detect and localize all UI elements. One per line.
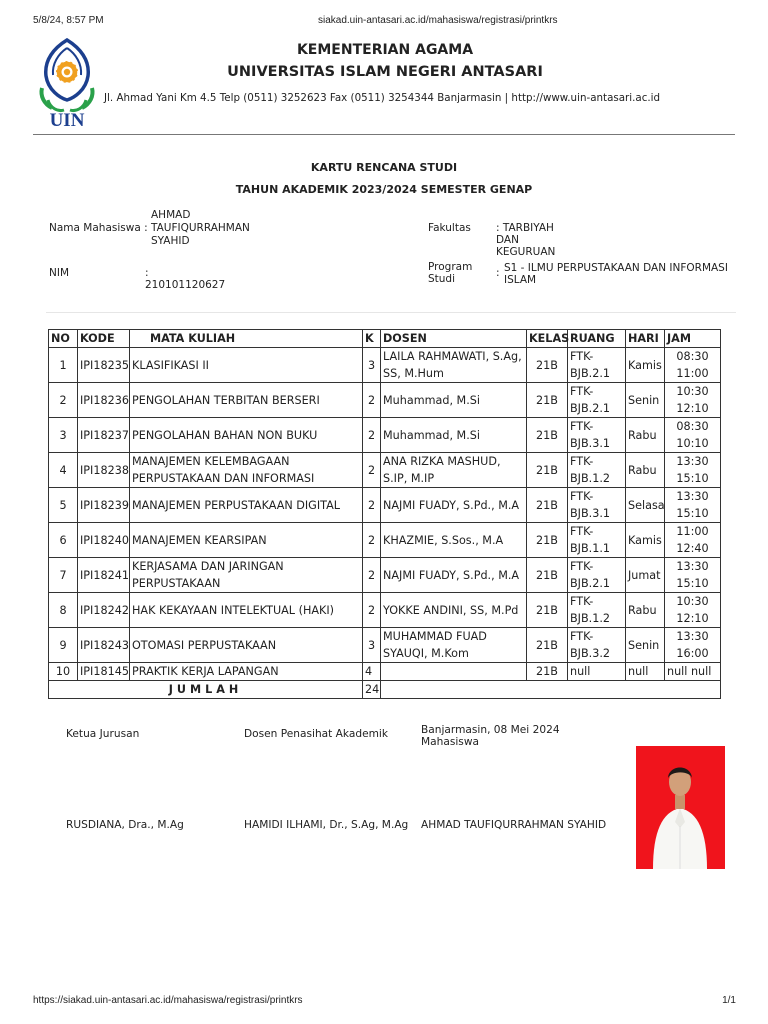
cell-ruang: FTK-BJB.2.1: [568, 558, 626, 593]
cell-no: 6: [49, 523, 78, 558]
cell-kode: IPI18237: [78, 418, 130, 453]
program-value: S1 - ILMU PERPUSTAKAAN DAN INFORMASI ISLAM: [504, 262, 728, 286]
cell-kode: IPI18238: [78, 453, 130, 488]
name-label: Nama Mahasiswa :: [49, 222, 148, 234]
cell-ruang: null: [568, 663, 626, 681]
faculty-value: : TARBIYAH DAN KEGURUAN: [496, 222, 556, 258]
cell-k: 2: [363, 488, 381, 523]
cell-kelas: 21B: [527, 453, 568, 488]
cell-jam: 13:30 16:00: [665, 628, 721, 663]
cell-no: 9: [49, 628, 78, 663]
total-value: 24: [363, 681, 381, 699]
cell-jam: null null: [665, 663, 721, 681]
cell-no: 10: [49, 663, 78, 681]
table-header-row: [49, 330, 721, 348]
cell-jam: 10:30 12:10: [665, 593, 721, 628]
dosen-pa-label: Dosen Penasihat Akademik: [244, 728, 389, 740]
cell-k: 2: [363, 453, 381, 488]
cell-kelas: 21B: [527, 558, 568, 593]
cell-dosen: NAJMI FUADY, S.Pd., M.A: [381, 558, 527, 593]
nim-value: : 210101120627: [145, 267, 226, 291]
cell-dosen: [381, 663, 527, 681]
cell-ruang: FTK-BJB.2.1: [568, 383, 626, 418]
cell-k: 2: [363, 383, 381, 418]
cell-mata-kuliah: KLASIFIKASI II: [130, 348, 363, 383]
print-url: siakad.uin-antasari.ac.id/mahasiswa/registrasi/printkrs: [318, 15, 558, 26]
cell-dosen: MUHAMMAD FUAD SYAUQI, M.Kom: [381, 628, 527, 663]
cell-ruang: FTK-BJB.1.2: [568, 593, 626, 628]
cell-hari: Jumat: [626, 558, 665, 593]
table-row: [49, 488, 721, 523]
university-name: UNIVERSITAS ISLAM NEGERI ANTASARI: [227, 64, 543, 80]
cell-hari: Rabu: [626, 453, 665, 488]
cell-no: 1: [49, 348, 78, 383]
cell-kode: IPI18241: [78, 558, 130, 593]
col-header-dosen: DOSEN: [381, 330, 527, 348]
cell-jam: 08:30 10:10: [665, 418, 721, 453]
cell-dosen: KHAZMIE, S.Sos., M.A: [381, 523, 527, 558]
krs-table: [48, 329, 721, 699]
cell-kode: IPI18240: [78, 523, 130, 558]
cell-k: 2: [363, 558, 381, 593]
cell-jam: 13:30 15:10: [665, 558, 721, 593]
cell-ruang: FTK-BJB.3.2: [568, 628, 626, 663]
cell-mata-kuliah: PENGOLAHAN TERBITAN BERSERI: [130, 383, 363, 418]
cell-jam: 10:30 12:10: [665, 383, 721, 418]
cell-kode: IPI18236: [78, 383, 130, 418]
cell-kode: IPI18242: [78, 593, 130, 628]
cell-no: 4: [49, 453, 78, 488]
dosen-pa-name: HAMIDI ILHAMI, Dr., S.Ag, M.Ag: [244, 819, 409, 831]
cell-ruang: FTK-BJB.3.1: [568, 418, 626, 453]
cell-dosen: Muhammad, M.Si: [381, 383, 527, 418]
cell-no: 8: [49, 593, 78, 628]
cell-kelas: 21B: [527, 348, 568, 383]
cell-mata-kuliah: OTOMASI PERPUSTAKAAN: [130, 628, 363, 663]
student-photo: [636, 746, 725, 869]
cell-kelas: 21B: [527, 523, 568, 558]
place-date: Banjarmasin, 08 Mei 2024: [421, 724, 560, 736]
cell-kode: IPI18145: [78, 663, 130, 681]
footer-url: https://siakad.uin-antasari.ac.id/mahasiswa/registrasi/printkrs: [33, 995, 303, 1006]
cell-jam: 11:00 12:40: [665, 523, 721, 558]
ministry-name: KEMENTERIAN AGAMA: [296, 42, 474, 58]
cell-no: 7: [49, 558, 78, 593]
col-header-ruang: RUANG: [568, 330, 626, 348]
col-header-kelas: KELAS: [527, 330, 568, 348]
cell-k: 2: [363, 418, 381, 453]
cell-mata-kuliah: HAK KEKAYAAN INTELEKTUAL (HAKI): [130, 593, 363, 628]
logo-text: UIN: [49, 110, 85, 128]
uin-logo: [36, 38, 98, 128]
cell-ruang: FTK-BJB.3.1: [568, 488, 626, 523]
cell-dosen: Muhammad, M.Si: [381, 418, 527, 453]
cell-ruang: FTK-BJB.1.1: [568, 523, 626, 558]
institution-address: Jl. Ahmad Yani Km 4.5 Telp (0511) 3252623 Fax (0511) 3254344 Banjarmasin | http://www.uin-antasari.ac.id: [104, 92, 661, 104]
table-row: [49, 453, 721, 488]
print-footer: [0, 995, 768, 1009]
program-colon: :: [496, 267, 500, 279]
document-subtitle: TAHUN AKADEMIK 2023/2024 SEMESTER GENAP: [235, 183, 533, 196]
cell-no: 2: [49, 383, 78, 418]
table-row: [49, 628, 721, 663]
table-row: [49, 523, 721, 558]
cell-jam: 13:30 15:10: [665, 488, 721, 523]
program-label: Program Studi: [428, 261, 473, 285]
cell-dosen: ANA RIZKA MASHUD, S.IP, M.IP: [381, 453, 527, 488]
cell-mata-kuliah: PRAKTIK KERJA LAPANGAN: [130, 663, 363, 681]
cell-mata-kuliah: MANAJEMEN PERPUSTAKAAN DIGITAL: [130, 488, 363, 523]
print-date: 5/8/24, 8:57 PM: [33, 15, 104, 26]
cell-kode: IPI18235: [78, 348, 130, 383]
table-row: [49, 383, 721, 418]
cell-no: 5: [49, 488, 78, 523]
table-row: [49, 418, 721, 453]
cell-jam: 08:30 11:00: [665, 348, 721, 383]
name-value: AHMAD TAUFIQURRAHMAN SYAHID: [151, 209, 250, 247]
cell-k: 2: [363, 523, 381, 558]
col-header-kode: KODE: [78, 330, 130, 348]
cell-no: 3: [49, 418, 78, 453]
cell-kelas: 21B: [527, 628, 568, 663]
cell-kelas: 21B: [527, 418, 568, 453]
cell-mata-kuliah: MANAJEMEN KEARSIPAN: [130, 523, 363, 558]
cell-kelas: 21B: [527, 593, 568, 628]
col-header-mata-kuliah: MATA KULIAH: [130, 330, 363, 348]
section-divider: [46, 312, 736, 313]
student-photo-figure: [636, 746, 725, 869]
cell-hari: Senin: [626, 383, 665, 418]
cell-jam: 13:30 15:10: [665, 453, 721, 488]
ketua-jurusan-label: Ketua Jurusan: [66, 728, 140, 740]
cell-dosen: NAJMI FUADY, S.Pd., M.A: [381, 488, 527, 523]
cell-kelas: 21B: [527, 663, 568, 681]
cell-hari: Kamis: [626, 523, 665, 558]
total-empty-cell: [381, 681, 721, 699]
faculty-label: Fakultas: [428, 222, 471, 234]
table-row: [49, 348, 721, 383]
cell-kode: IPI18243: [78, 628, 130, 663]
cell-k: 3: [363, 348, 381, 383]
cell-k: 4: [363, 663, 381, 681]
cell-mata-kuliah: PENGOLAHAN BAHAN NON BUKU: [130, 418, 363, 453]
cell-dosen: YOKKE ANDINI, SS, M.Pd: [381, 593, 527, 628]
cell-hari: Rabu: [626, 593, 665, 628]
document-title: KARTU RENCANA STUDI: [310, 161, 458, 174]
mahasiswa-label: Mahasiswa: [421, 736, 479, 748]
cell-hari: null: [626, 663, 665, 681]
mahasiswa-name: AHMAD TAUFIQURRAHMAN SYAHID: [421, 819, 607, 831]
cell-dosen: LAILA RAHMAWATI, S.Ag, SS, M.Hum: [381, 348, 527, 383]
table-row: [49, 558, 721, 593]
cell-k: 2: [363, 593, 381, 628]
cell-hari: Selasa: [626, 488, 665, 523]
cell-kode: IPI18239: [78, 488, 130, 523]
cell-hari: Senin: [626, 628, 665, 663]
total-label: JUMLAH: [49, 681, 363, 699]
cell-hari: Kamis: [626, 348, 665, 383]
page-number: 1/1: [722, 995, 736, 1006]
table-row: [49, 593, 721, 628]
cell-ruang: FTK-BJB.2.1: [568, 348, 626, 383]
cell-k: 3: [363, 628, 381, 663]
cell-hari: Rabu: [626, 418, 665, 453]
document-title-block: [0, 157, 768, 201]
cell-mata-kuliah: KERJASAMA DAN JARINGAN PERPUSTAKAAN: [130, 558, 363, 593]
cell-kelas: 21B: [527, 383, 568, 418]
col-header-jam: JAM: [665, 330, 721, 348]
table-row: [49, 663, 721, 681]
print-header: [0, 15, 768, 29]
cell-kelas: 21B: [527, 488, 568, 523]
col-header-k: K: [363, 330, 381, 348]
nim-label: NIM: [49, 267, 70, 279]
ketua-jurusan-name: RUSDIANA, Dra., M.Ag: [66, 819, 184, 831]
cell-mata-kuliah: MANAJEMEN KELEMBAGAAN PERPUSTAKAAN DAN INFORMASI: [130, 453, 363, 488]
institution-header: [100, 40, 670, 84]
table-total-row: [49, 681, 721, 699]
cell-ruang: FTK-BJB.1.2: [568, 453, 626, 488]
header-divider: [33, 134, 735, 135]
col-header-hari: HARI: [626, 330, 665, 348]
col-header-no: NO: [49, 330, 78, 348]
